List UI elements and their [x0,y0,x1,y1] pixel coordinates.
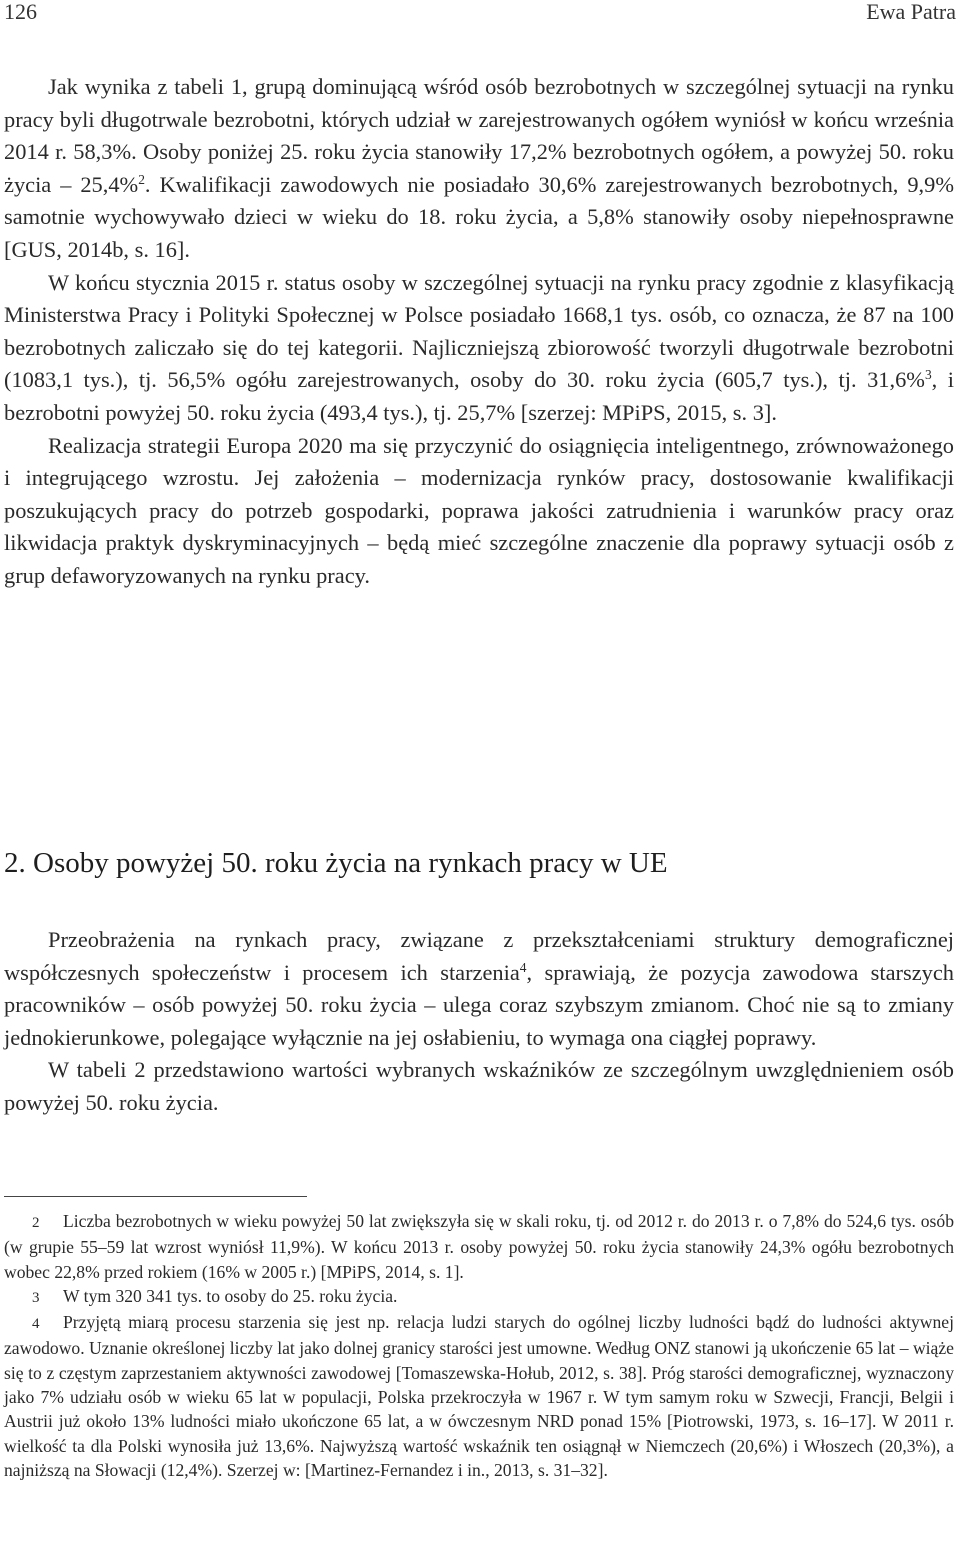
footnotes [4,1209,954,1482]
paragraph: W tabeli 2 przedstawiono wartości wybranych wskaźników ze szczególnym uwzględnieniem osób powyżej 50. roku życia. [4,1057,954,1115]
footnote-text: W tym 320 341 tys. to osoby do 25. roku życia. [63,1285,398,1306]
paragraph: Realizacja strategii Europa 2020 ma się przyczynić do osiągnięcia inteligentnego, zrównoważonego i integrującego wzrostu. Jej założenia – modernizacja rynków pracy, dostosowanie kwalifikacji poszukujących pracy do potrzeb gospodarki, poprawa jakości zatrudnienia i warunków pracy oraz likwidacja praktyk dyskryminacyjnych – będą mieć szczególne znaczenie dla poprawy sytuacji osób z grup defaworyzowanych na rynku pracy. [4,432,954,588]
footnote-divider [4,1196,307,1197]
footnote [4,1284,954,1310]
paragraph-text: W końcu stycznia 2015 r. status osoby w szczególnej sytuacji na rynku pracy zgodnie z klasyfikacją Ministerstwa Pracy i Polityki Społecznej w Polsce posiadało 1668,1 tys. osób, co oznacza, że 87 na 100 bezrobotnych zaliczało się do tej kategorii. Najliczniejszą zbiorowość tworzyli długotrwale bezrobotni (1083,1 tys.), tj. 56,5% ogółu zarejestrowanych, osoby do 30. roku życia (605,7 tys.), tj. 31,6% [4,269,954,393]
section-heading: 2. Osoby powyżej 50. roku życia na rynkach pracy w UE [4,847,668,879]
footnote-marker: 3 [32,1289,40,1306]
footnote-ref: 2 [138,171,145,187]
footnote [4,1209,954,1284]
footnote [4,1310,954,1482]
paragraph-text: . Kwalifikacji zawodowych nie posiadało 30,6% zarejestrowanych bezrobotnych, 9,9% samotnie wychowywało dzieci w wieku do 18. roku życia, a 5,8% stanowiły osoby niepełnosprawne [GUS, 2014b, s. 16]. [4,171,954,262]
paragraph-text: Przeobrażenia na rynkach pracy, związane z przekształceniami struktury demograficznej współczesnych społeczeństw i procesem ich starzenia [4,927,954,985]
body-text-top [4,71,954,593]
paragraph-text: , sprawiają, że pozycja zawodowa starszych pracowników – osób powyżej 50. roku życia – ulega coraz szybszym zmianom. Choć nie są to zmiany jednokierunkowe, polegające wyłącznie na jej osłabieniu, to wymaga ona ciągłej poprawy. [4,959,954,1050]
page-header [4,0,956,24]
footnote-marker: 4 [32,1316,40,1333]
footnote-text: Przyjętą miarą procesu starzenia się jest np. relacja ludzi starych do ogólnej liczby ludności bądź do ludności aktywnej zawodowo. Uznanie określonej liczby lat jako dolnej granicy starości jest umowne. Według ONZ stanowi ją ukończenie 65 lat – wiąże się to z częstym zaprzestaniem aktywności zawodowej [Tomaszewska-Hołub, 2012, s. 38]. Próg starości demograficznej, wyznaczony jako 7% udziału osób w wieku 65 lat w populacji, Polska przekroczyła w 1967 r. W tym samym roku w Szwecji, Francji, Belgii i Austrii już około 13% ludności miało ukończone 65 lat, a w ówczesnym NRD ponad 15% [Piotrowski, 1973, s. 16–17]. W 2011 r. wielkość ta dla Polski wynosiła już 13,6%. Najwyższą wartość wskaźnik ten osiągnął w Niemczech (20,6%) i Włoszech (20,3%), a najniższą na Słowacji (12,4%). Szerzej w: [Martinez-Fernandez i in., 2013, s. 31–32]. [4,1312,954,1480]
page-number: 126 [4,0,37,24]
body-text-bottom [4,924,954,1120]
paragraph-text: Jak wynika z tabeli 1, grupą dominującą wśród osób bezrobotnych w szczególnej sytuacji na rynku pracy byli długotrwale bezrobotni, których udział w zarejestrowanych ogółem wyniósł w końcu września 2014 r. 58,3%. Osoby poniżej 25. roku życia stanowiły 17,2% bezrobotnych ogółem, a powyżej 50. roku życia – 25,4% [4,74,954,197]
footnote-text: Liczba bezrobotnych w wieku powyżej 50 lat zwiększyła się w skali roku, tj. od 2012 r. do 2013 r. o 7,8% do 524,6 tys. osób (w grupie 55–59 lat wzrost wyniósł 11,9%). W końcu 2013 r. osoby powyżej 50. roku życia stanowiły 24,3% ogółu bezrobotnych wobec 22,8% przed rokiem (16% w 2005 r.) [MPiPS, 2014, s. 1]. [4,1211,954,1282]
running-head: Ewa Patra [866,0,956,24]
footnote-marker: 2 [32,1215,40,1231]
paragraph [4,267,954,430]
paragraph [4,924,954,1054]
footnote-ref: 4 [519,959,527,975]
paragraph-text: , i bezrobotni powyżej 50. roku życia (493,4 tys.), tj. 25,7% [szerzej: MPiPS, 2015, s. 3]. [4,367,955,425]
paragraph [4,71,954,267]
footnote-ref: 3 [924,367,932,383]
